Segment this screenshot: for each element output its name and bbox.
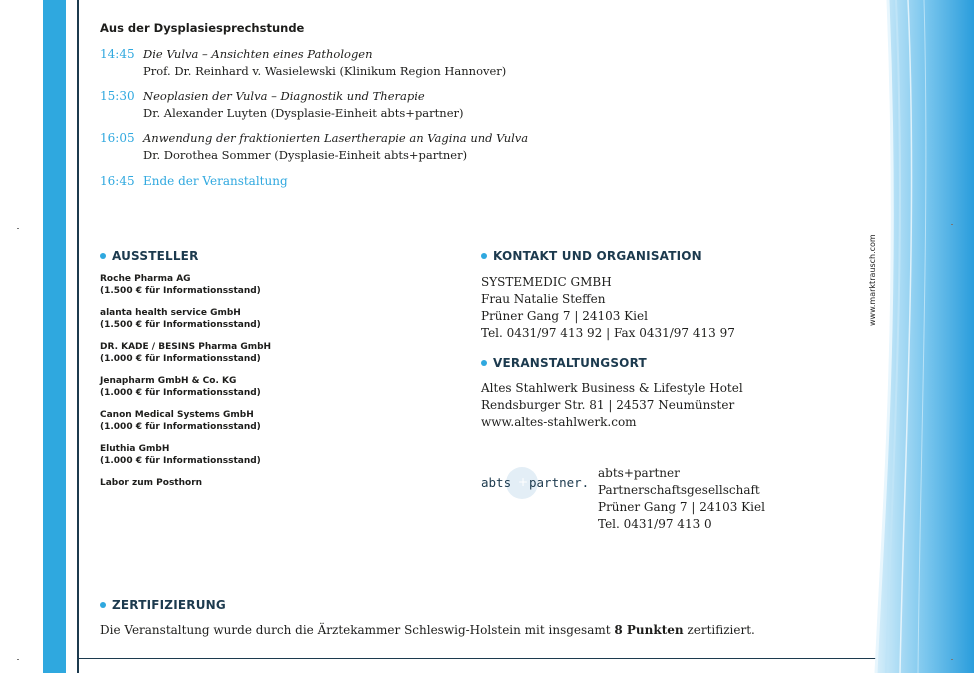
- exhibitor-entry: DR. KADE / BESINS Pharma GmbH (1.000 € für Informationsstand): [100, 342, 272, 364]
- bullet-dot: [481, 360, 487, 366]
- ort-heading: VERANSTALTUNGSORT: [481, 356, 647, 370]
- bullet-dot: [100, 253, 106, 259]
- exhibitor-entry: Labor zum Posthorn: [100, 478, 203, 488]
- aussteller-heading: AUSSTELLER: [100, 249, 199, 263]
- program-speaker: Dr. Dorothea Sommer (Dysplasie-Einheit abts+partner): [143, 148, 468, 162]
- kontakt-details: SYSTEMEDIC GMBH Frau Natalie Steffen Prüner Gang 7 | 24103 Kiel Tel. 0431/97 413 92 | Fax 0431/97 413 97: [481, 275, 735, 340]
- crop-mark: [17, 659, 19, 660]
- crop-mark: [951, 659, 953, 660]
- venue-website[interactable]: www.altes-stahlwerk.com: [481, 415, 637, 429]
- program-title: Aus der Dysplasiesprechstunde: [100, 21, 305, 35]
- zertifizierung-heading: ZERTIFIZIERUNG: [100, 598, 226, 612]
- designer-credit: www.marktrausch.com: [868, 234, 877, 326]
- zertifizierung-text: Die Veranstaltung wurde durch die Ärztekammer Schleswig-Holstein mit insgesamt 8 Punkten zertifiziert.: [100, 623, 755, 637]
- program-speaker: Prof. Dr. Reinhard v. Wasielewski (Klinikum Region Hannover): [143, 64, 507, 78]
- program-time: 16:05: [100, 131, 135, 145]
- bullet-dot: [100, 602, 106, 608]
- certification-points: 8 Punkten: [614, 623, 684, 637]
- exhibitor-entry: Jenapharm GmbH & Co. KG (1.000 € für Informationsstand): [100, 376, 261, 398]
- kontakt-heading: KONTAKT UND ORGANISATION: [481, 249, 702, 263]
- program-topic: Anwendung der fraktionierten Lasertherapie an Vagina und Vulva: [143, 131, 529, 145]
- exhibitor-entry: Roche Pharma AG (1.500 € für Informationsstand): [100, 274, 261, 296]
- left-rule: [77, 0, 79, 673]
- crop-mark: [951, 224, 953, 225]
- left-accent-stripe: [43, 0, 66, 673]
- program-end-label: Ende der Veranstaltung: [143, 174, 288, 188]
- program-time: 16:45: [100, 174, 135, 188]
- bottom-rule: [77, 658, 879, 659]
- crop-mark: [17, 228, 19, 229]
- ort-details: Altes Stahlwerk Business & Lifestyle Hotel Rendsburger Str. 81 | 24537 Neumünster www.altes-stahlwerk.com: [481, 381, 743, 429]
- partner-details: abts+partner Partnerschaftsgesellschaft Prüner Gang 7 | 24103 Kiel Tel. 0431/97 413 0: [598, 466, 765, 531]
- program-speaker: Dr. Alexander Luyten (Dysplasie-Einheit abts+partner): [143, 106, 464, 120]
- program-time: 14:45: [100, 47, 135, 61]
- bullet-dot: [481, 253, 487, 259]
- exhibitor-entry: Canon Medical Systems GmbH (1.000 € für Informationsstand): [100, 410, 261, 432]
- program-time: 15:30: [100, 89, 135, 103]
- exhibitor-entry: Eluthia GmbH (1.000 € für Informationsstand): [100, 444, 261, 466]
- abts-partner-logo: abts + partner.: [481, 467, 591, 499]
- program-topic: Neoplasien der Vulva – Diagnostik und Therapie: [143, 89, 425, 103]
- exhibitor-entry: alanta health service GmbH (1.500 € für Informationsstand): [100, 308, 261, 330]
- program-topic: Die Vulva – Ansichten eines Pathologen: [143, 47, 373, 61]
- right-wave-band: [874, 0, 974, 673]
